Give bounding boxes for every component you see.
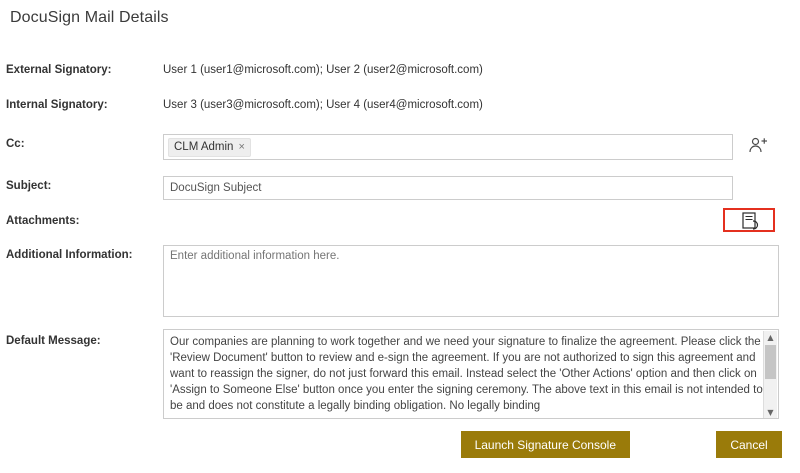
default-message-scrollbar[interactable] — [763, 331, 777, 419]
cancel-button[interactable]: Cancel — [716, 431, 782, 458]
external-signatory-value: User 1 (user1@microsoft.com); User 2 (user2@microsoft.com) — [163, 64, 483, 76]
internal-signatory-value: User 3 (user3@microsoft.com); User 4 (user4@microsoft.com) — [163, 99, 483, 111]
people-picker-icon-glyph — [748, 136, 768, 156]
cc-label: Cc: — [6, 138, 25, 150]
dialog-header — [0, 0, 800, 38]
default-message-text: Our companies are planning to work together and we need your signature to finalize the agreement. Please click the 'Review Document' button to review and e-sign the agreement. If you are not authorized to sign this agreement and want to reassign the signer, do not just forward this email. Instead select the 'Other Actions' option and then click on 'Assign to Someone Else' button once you enter the signing ceremony. The above text in this email is not intended to be and does not constitute a legally binding obligation. No legally binding — [170, 336, 763, 412]
default-message-label: Default Message: — [6, 335, 101, 347]
people-picker-icon[interactable] — [748, 136, 768, 156]
internal-signatory-label: Internal Signatory: — [6, 99, 108, 111]
page-title: DocuSign Mail Details — [10, 9, 169, 26]
external-signatory-label: External Signatory: — [6, 64, 112, 76]
dialog-footer — [0, 421, 800, 473]
attachments-highlight-box — [723, 208, 775, 232]
subject-label: Subject: — [6, 180, 52, 192]
scroll-thumb[interactable] — [765, 345, 776, 379]
cc-input[interactable] — [163, 134, 733, 160]
mail-details-form — [0, 46, 800, 421]
cc-chip-label: CLM Admin — [174, 141, 234, 153]
cc-chip-remove-icon[interactable]: × — [238, 141, 245, 153]
attachment-document-icon-glyph — [740, 212, 760, 230]
cc-chip-clm-admin[interactable] — [168, 138, 251, 157]
subject-input[interactable] — [163, 176, 733, 200]
attachment-document-icon[interactable] — [740, 212, 760, 230]
close-icon[interactable] — [764, 8, 788, 32]
launch-signature-console-button[interactable]: Launch Signature Console — [461, 431, 630, 458]
scroll-up-icon[interactable]: ▲ — [767, 333, 774, 342]
additional-information-input[interactable] — [163, 245, 779, 317]
additional-information-label: Additional Information: — [6, 249, 133, 261]
attachments-label: Attachments: — [6, 215, 80, 227]
scroll-down-icon[interactable]: ▼ — [767, 408, 774, 417]
default-message-textarea[interactable] — [163, 329, 779, 419]
